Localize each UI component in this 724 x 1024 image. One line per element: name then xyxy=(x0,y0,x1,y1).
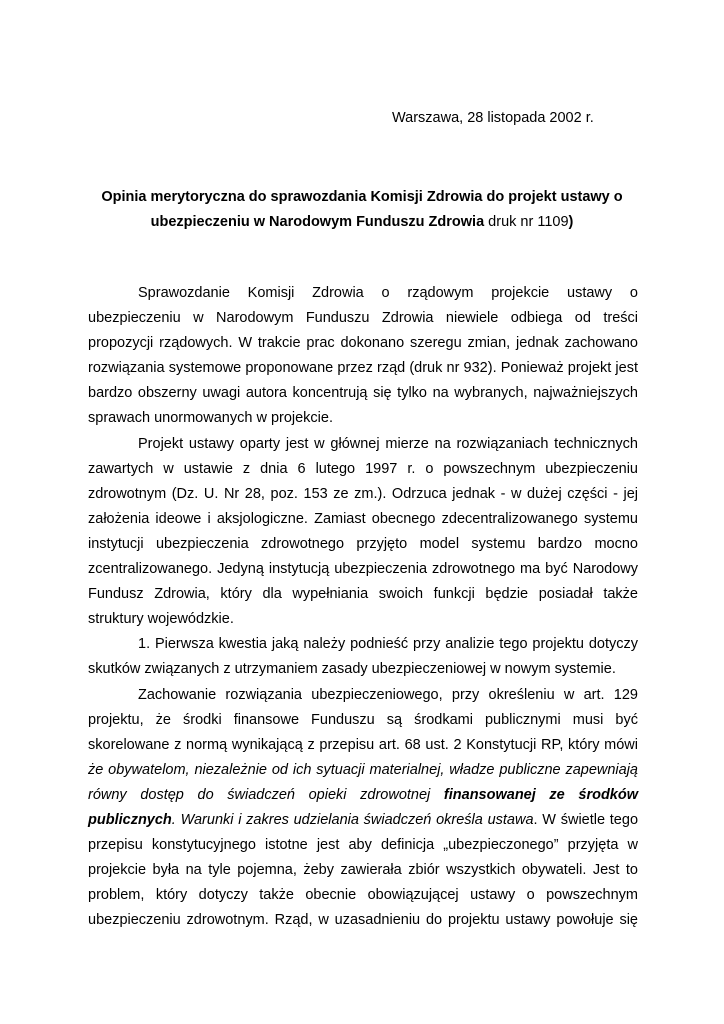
document-body xyxy=(88,281,638,933)
title-closing-paren: ) xyxy=(568,214,574,230)
paragraph-4-text-a: Zachowanie rozwiązania ubezpieczeniowego, przy określeniu w art. 129 projektu, że środki finansowe Funduszu są środkami publicznymi musi być skorelowane z normą wynikającą z przepisu art. 68 ust. 2 Konstytucji RP, który mówi xyxy=(88,686,638,753)
paragraph-4 xyxy=(88,683,638,934)
paragraph-3: 1. Pierwsza kwestia jaką należy podnieść przy analizie tego projektu dotyczy skutków związanych z utrzymaniem zasady ubezpieczeniowej w nowym systemie. xyxy=(88,636,638,678)
paragraph-4-emphasis: finansowanej ze środków publicznych xyxy=(88,786,638,828)
paragraph-4-text-b: . W świetle tego przepisu konstytucyjnego istotne jest aby definicja „ubezpieczonego” przyjęta w projekcie była na tyle pojemna, żeby zawierała zbiór wszystkich obywateli. Jest to problem, który dotyczy także obecnie obowiązującej ustawy o powszechnym ubezpieczeniu zdrowotnym. Rząd, w uzasadnieniu do projektu ustawy powołuje się xyxy=(88,811,639,929)
title-bold-text: Opinia merytoryczna do sprawozdania Komisji Zdrowia do projekt ustawy o ubezpieczeniu w Narodowym Funduszu Zdrowia xyxy=(101,189,623,230)
document-title xyxy=(60,185,664,235)
paragraph-2: Projekt ustawy oparty jest w głównej mierze na rozwiązaniach technicznych zawartych w ustawie z dnia 6 lutego 1997 r. o powszechnym ubezpieczeniu zdrowotnym (Dz. U. Nr 28, poz. 153 ze zm.). Odrzuca jednak - w dużej części - jej założenia ideowe i aksjologiczne. Zamiast obecnego zdecentralizowanego systemu instytucji ubezpieczenia zdrowotnego przyjęto model systemu bardzo mocno zcentralizowanego. Jedyną instytucją ubezpieczenia zdrowotnego ma być Narodowy Fundusz Zdrowia, który dla wypełniania swoich funkcji będzie posiadał także struktury wojewódzkie. xyxy=(88,435,638,628)
document-date: Warszawa, 28 listopada 2002 r. xyxy=(392,110,594,126)
paragraph-4-constitution-quote: że obywatelom, niezależnie od ich sytuacji materialnej, władze publiczne zapewniają równy dostęp do świadczeń opieki zdrowotnej xyxy=(88,761,638,803)
title-print-number: druk nr 1109 xyxy=(484,214,569,230)
paragraph-4-constitution-quote-end: . Warunki i zakres udzielania świadczeń określa ustawa xyxy=(171,811,534,828)
paragraph-1: Sprawozdanie Komisji Zdrowia o rządowym projekcie ustawy o ubezpieczeniu w Narodowym Funduszu Zdrowia niewiele odbiega od treści propozycji rządowych. W trakcie prac dokonano szeregu zmian, jednak zachowano rozwiązania systemowe proponowane przez rząd (druk nr 932). Ponieważ projekt jest bardzo obszerny uwagi autora koncentrują się tylko na wybranych, najważniejszych sprawach unormowanych w projekcie. xyxy=(88,285,638,427)
